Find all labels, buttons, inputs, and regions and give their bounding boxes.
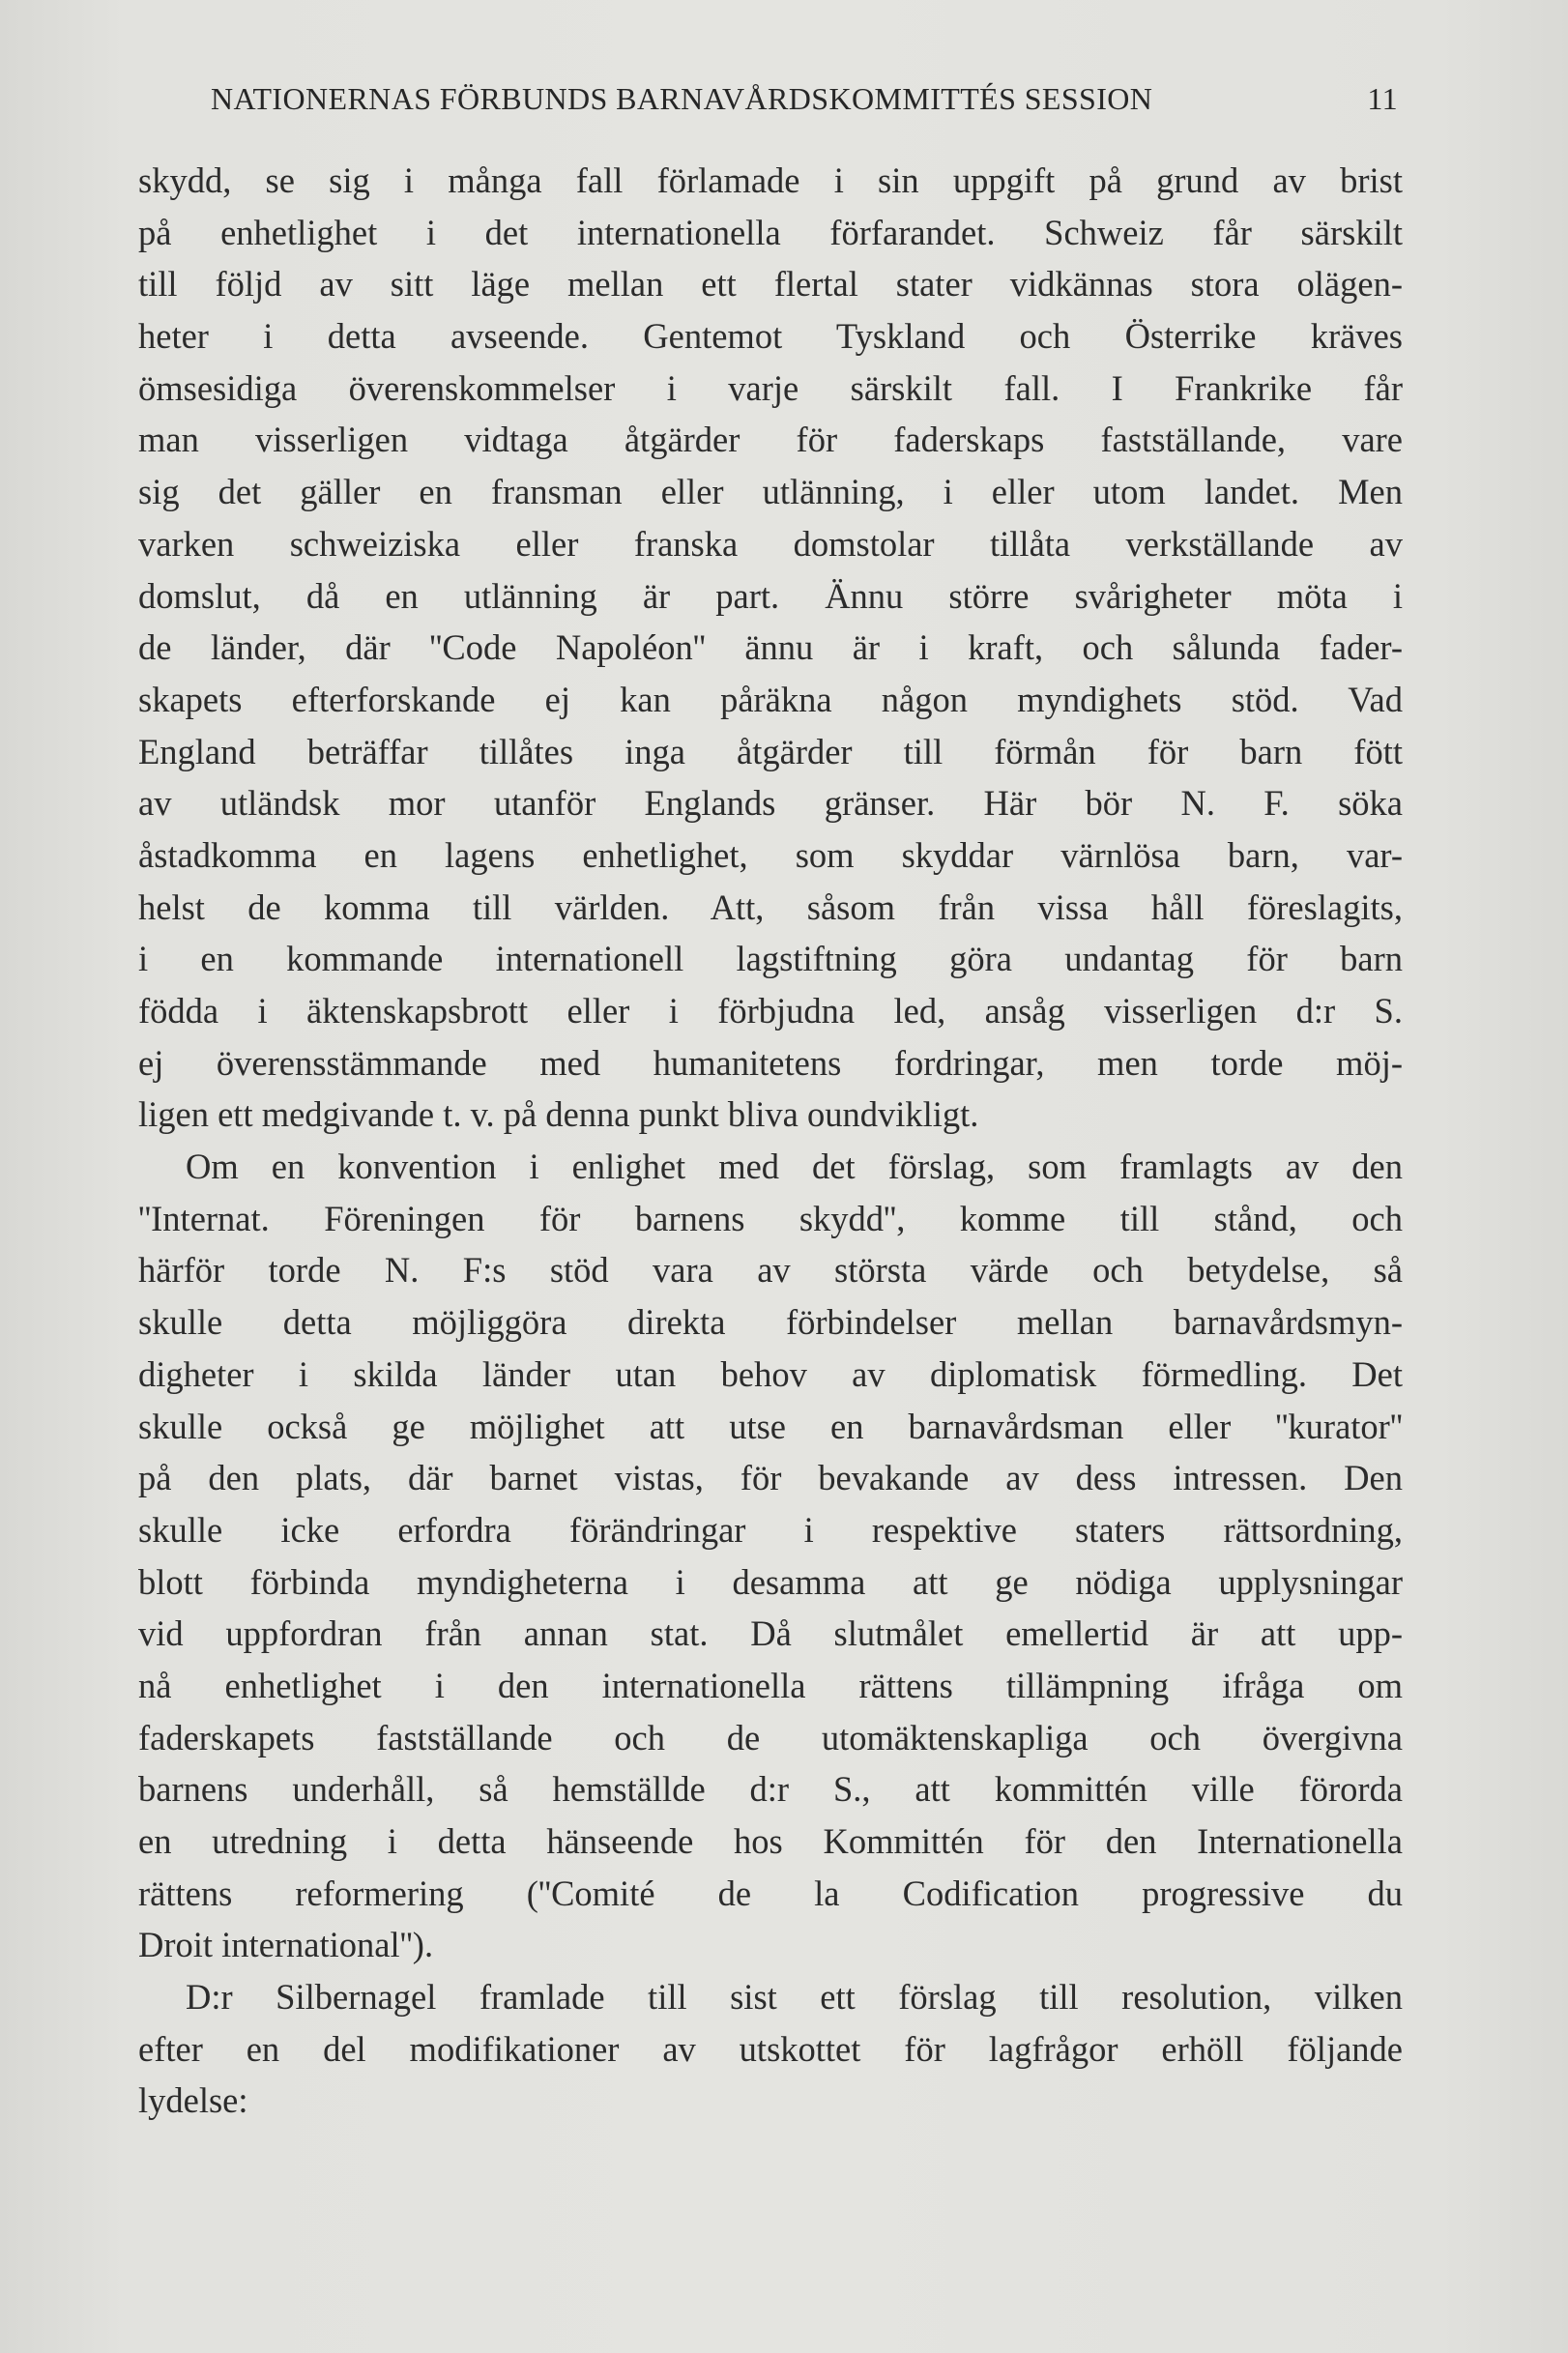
text-line: av utländsk mor utanför Englands gränser. Här bör N. F. söka <box>138 783 1403 824</box>
text-line: ''Internat. Föreningen för barnens skydd'', komme till stånd, och <box>138 1198 1403 1238</box>
paragraph <box>138 1141 1403 1971</box>
text-line: ej överensstämmande med humanitetens fordringar, men torde möj- <box>138 1042 1403 1083</box>
text-line: skulle detta möjliggöra direkta förbindelser mellan barnavårdsmyn- <box>138 1302 1403 1343</box>
text-line: lydelse: <box>138 2080 248 2121</box>
text-line: England beträffar tillåtes inga åtgärder till förmån för barn fött <box>138 731 1403 771</box>
text-line: blott förbinda myndigheterna i desamma att ge nödiga upplysningar <box>138 1561 1403 1602</box>
text-line: på enhetlighet i det internationella förfarandet. Schweiz får särskilt <box>138 212 1403 252</box>
text-line: åstadkomma en lagens enhetlighet, som skyddar värnlösa barn, var- <box>138 834 1403 875</box>
text-line: de länder, där ''Code Napoléon'' ännu är i kraft, och sålunda fader- <box>138 627 1403 668</box>
text-line: nå enhetlighet i den internationella rättens tillämpning ifråga om <box>138 1665 1403 1705</box>
text-line: sig det gäller en fransman eller utlänning, i eller utom landet. Men <box>138 472 1403 512</box>
page-number: 11 <box>1367 81 1398 116</box>
text-line: ligen ett medgivande t. v. på denna punkt bliva oundvikligt. <box>138 1094 979 1135</box>
text-line: rättens reformering (''Comité de la Codification progressive du <box>138 1873 1403 1913</box>
text-line: skulle också ge möjlighet att utse en barnavårdsman eller ''kurator'' <box>138 1406 1403 1446</box>
text-line: Om en konvention i enlighet med det förslag, som framlagts av den <box>186 1147 1403 1187</box>
text-line: på den plats, där barnet vistas, för bevakande av dess intressen. Den <box>138 1458 1403 1498</box>
text-line: skapets efterforskande ej kan påräkna någon myndighets stöd. Vad <box>138 679 1403 719</box>
text-line: i en kommande internationell lagstiftning göra undantag för barn <box>138 939 1403 979</box>
text-line: till följd av sitt läge mellan ett flertal stater vidkännas stora olägen- <box>138 264 1403 305</box>
text-line: faderskapets fastställande och de utomäktenskapliga och övergivna <box>138 1717 1403 1757</box>
running-header <box>211 81 1398 120</box>
body-text <box>138 155 1403 2127</box>
text-line: ömsesidiga överenskommelser i varje särskilt fall. I Frankrike får <box>138 367 1403 408</box>
text-line: födda i äktenskapsbrott eller i förbjudna led, ansåg visserligen d:r S. <box>138 991 1403 1031</box>
text-line: man visserligen vidtaga åtgärder för faderskaps fastställande, vare <box>138 420 1403 460</box>
text-line: en utredning i detta hänseende hos Kommittén för den Internationella <box>138 1821 1403 1861</box>
paragraph <box>138 155 1403 1141</box>
text-line: barnens underhåll, så hemställde d:r S., att kommittén ville förorda <box>138 1769 1403 1810</box>
text-line: helst de komma till världen. Att, såsom från vissa håll föreslagits, <box>138 886 1403 927</box>
text-line: skydd, se sig i många fall förlamade i sin uppgift på grund av brist <box>138 160 1403 200</box>
text-line: härför torde N. F:s stöd vara av största värde och betydelse, så <box>138 1250 1403 1291</box>
header-title: NATIONERNAS FÖRBUNDS BARNAVÅRDSKOMMITTÉS SESSION <box>211 81 1153 116</box>
text-line: D:r Silbernagel framlade till sist ett förslag till resolution, vilken <box>186 1977 1403 2018</box>
text-line: varken schweiziska eller franska domstolar tillåta verkställande av <box>138 523 1403 564</box>
text-line: skulle icke erfordra förändringar i respektive staters rättsordning, <box>138 1509 1403 1550</box>
text-line: heter i detta avseende. Gentemot Tyskland och Österrike kräves <box>138 316 1403 357</box>
paragraph <box>138 1971 1403 2127</box>
text-line: Droit international''). <box>138 1925 434 1965</box>
text-line: efter en del modifikationer av utskottet för lagfrågor erhöll följande <box>138 2028 1403 2069</box>
text-line: digheter i skilda länder utan behov av diplomatisk förmedling. Det <box>138 1353 1403 1394</box>
text-line: domslut, då en utlänning är part. Ännu större svårigheter möta i <box>138 575 1403 616</box>
text-line: vid uppfordran från annan stat. Då slutmålet emellertid är att upp- <box>138 1613 1403 1654</box>
